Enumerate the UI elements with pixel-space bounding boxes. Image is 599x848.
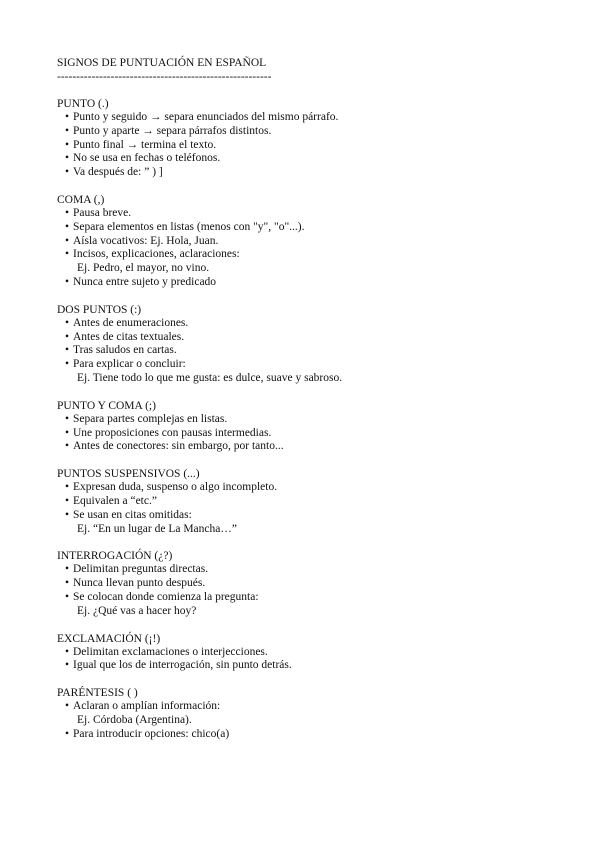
bullet-icon: •	[65, 220, 70, 233]
bullet-icon: •	[65, 234, 70, 247]
list-item	[57, 358, 577, 372]
list-item	[57, 111, 577, 125]
list-item	[57, 646, 577, 660]
bullet-icon: •	[65, 481, 70, 494]
list-item	[57, 440, 577, 454]
list-item	[57, 125, 577, 139]
section-heading: PARÉNTESIS ( )	[57, 687, 138, 700]
list-item-text: Nunca llevan punto después.	[73, 577, 206, 590]
list-item	[57, 577, 577, 591]
section	[57, 467, 577, 536]
list-item	[57, 427, 577, 441]
list-item	[57, 331, 577, 345]
bullet-icon: •	[65, 659, 70, 672]
list-item-text: Va después de: ” ) ]	[73, 166, 163, 179]
list-item-text: Separa elementos en listas (menos con "y", "o"...).	[73, 220, 305, 233]
list-item	[57, 221, 577, 235]
list-item-text: Punto y aparte → separa párrafos distintos.	[73, 124, 272, 137]
section-heading: EXCLAMACIÓN (¡!)	[57, 632, 161, 645]
list-item-text: Delimitan exclamaciones o interjecciones.	[73, 645, 268, 658]
list-item	[57, 481, 577, 495]
bullet-icon: •	[65, 440, 70, 453]
list-item	[57, 509, 577, 523]
list-item	[57, 728, 577, 742]
list-item	[57, 344, 577, 358]
bullet-icon: •	[65, 412, 70, 425]
bullet-icon: •	[65, 138, 70, 151]
bullet-icon: •	[65, 700, 70, 713]
bullet-icon: •	[65, 344, 70, 357]
list-item-text: Expresan duda, suspenso o algo incompleto.	[73, 481, 278, 494]
example-line: Ej. Tiene todo lo que me gusta: es dulce, suave y sabroso.	[77, 371, 343, 384]
bullet-icon: •	[65, 563, 70, 576]
bullet-icon: •	[65, 590, 70, 603]
section-heading: INTERROGACIÓN (¿?)	[57, 550, 173, 563]
list-item	[57, 139, 577, 153]
example-line: Ej. Pedro, el mayor, no vino.	[77, 262, 210, 275]
list-item-text: Para introducir opciones: chico(a)	[73, 727, 230, 740]
list-item-text: Delimitan preguntas directas.	[73, 563, 209, 576]
bullet-icon: •	[65, 577, 70, 590]
list-item	[57, 207, 577, 221]
list-item-text: Incisos, explicaciones, aclaraciones:	[73, 248, 240, 261]
document-title: SIGNOS DE PUNTUACIÓN EN ESPAÑOL	[57, 57, 267, 69]
list-item-text: Aísla vocativos: Ej. Hola, Juan.	[73, 234, 219, 247]
list-item	[57, 166, 577, 180]
document-page	[57, 56, 577, 755]
list-item-text: Punto y seguido → separa enunciados del mismo párrafo.	[73, 111, 339, 123]
bullet-icon: •	[65, 330, 70, 343]
bullet-icon: •	[65, 111, 70, 123]
bullet-icon: •	[65, 316, 70, 329]
bullet-icon: •	[65, 124, 70, 137]
section-heading: DOS PUNTOS (:)	[57, 303, 142, 316]
list-item-text: Para explicar o concluir:	[73, 358, 186, 371]
list-item	[57, 591, 577, 605]
section	[57, 193, 577, 290]
section	[57, 632, 577, 674]
title-underline-rule: --------------------------------------------------------	[57, 71, 272, 83]
list-item-text: Nunca entre sujeto y predicado	[73, 275, 217, 288]
list-item-text: Antes de conectores: sin embargo, por tanto...	[73, 440, 284, 453]
list-item	[57, 235, 577, 249]
list-item-text: Une proposiciones con pausas intermedias.	[73, 426, 272, 439]
list-item-text: Aclaran o amplían información:	[73, 700, 221, 713]
bullet-icon: •	[65, 727, 70, 740]
list-item-text: Equivalen a “etc.”	[73, 494, 157, 507]
bullet-icon: •	[65, 426, 70, 439]
list-item-text: Se colocan donde comienza la pregunta:	[73, 590, 259, 603]
list-item-text: Se usan en citas omitidas:	[73, 508, 192, 521]
list-item-text: Tras saludos en cartas.	[73, 344, 177, 357]
bullet-icon: •	[65, 152, 70, 165]
list-item	[57, 276, 577, 290]
list-item-text: Separa partes complejas en listas.	[73, 412, 228, 425]
example-line: Ej. Córdoba (Argentina).	[77, 713, 192, 726]
list-item	[57, 317, 577, 331]
list-item	[57, 659, 577, 673]
section	[57, 303, 577, 386]
list-item	[57, 563, 577, 577]
list-item	[57, 413, 577, 427]
section-heading: PUNTOS SUSPENSIVOS (...)	[57, 468, 200, 481]
section-heading: COMA (,)	[57, 193, 105, 206]
example-line: Ej. “En un lugar de La Mancha…”	[77, 522, 237, 535]
example-line: Ej. ¿Qué vas a hacer hoy?	[77, 604, 197, 617]
bullet-icon: •	[65, 275, 70, 288]
list-item-text: Antes de citas textuales.	[73, 330, 185, 343]
bullet-icon: •	[65, 645, 70, 658]
section	[57, 97, 577, 180]
sections-container	[57, 97, 577, 742]
section	[57, 549, 577, 618]
list-item-text: Punto final → termina el texto.	[73, 138, 217, 151]
list-item-text: Pausa breve.	[73, 206, 132, 219]
section-heading: PUNTO (.)	[57, 98, 109, 110]
bullet-icon: •	[65, 248, 70, 261]
section	[57, 399, 577, 454]
bullet-icon: •	[65, 494, 70, 507]
section	[57, 686, 577, 741]
list-item	[57, 248, 577, 262]
list-item	[57, 700, 577, 714]
bullet-icon: •	[65, 508, 70, 521]
bullet-icon: •	[65, 358, 70, 371]
list-item-text: No se usa en fechas o teléfonos.	[73, 152, 221, 165]
bullet-icon: •	[65, 206, 70, 219]
list-item	[57, 495, 577, 509]
list-item	[57, 152, 577, 166]
bullet-icon: •	[65, 166, 70, 179]
list-item-text: Igual que los de interrogación, sin punto detrás.	[73, 659, 292, 672]
list-item-text: Antes de enumeraciones.	[73, 316, 189, 329]
section-heading: PUNTO Y COMA (;)	[57, 399, 156, 412]
